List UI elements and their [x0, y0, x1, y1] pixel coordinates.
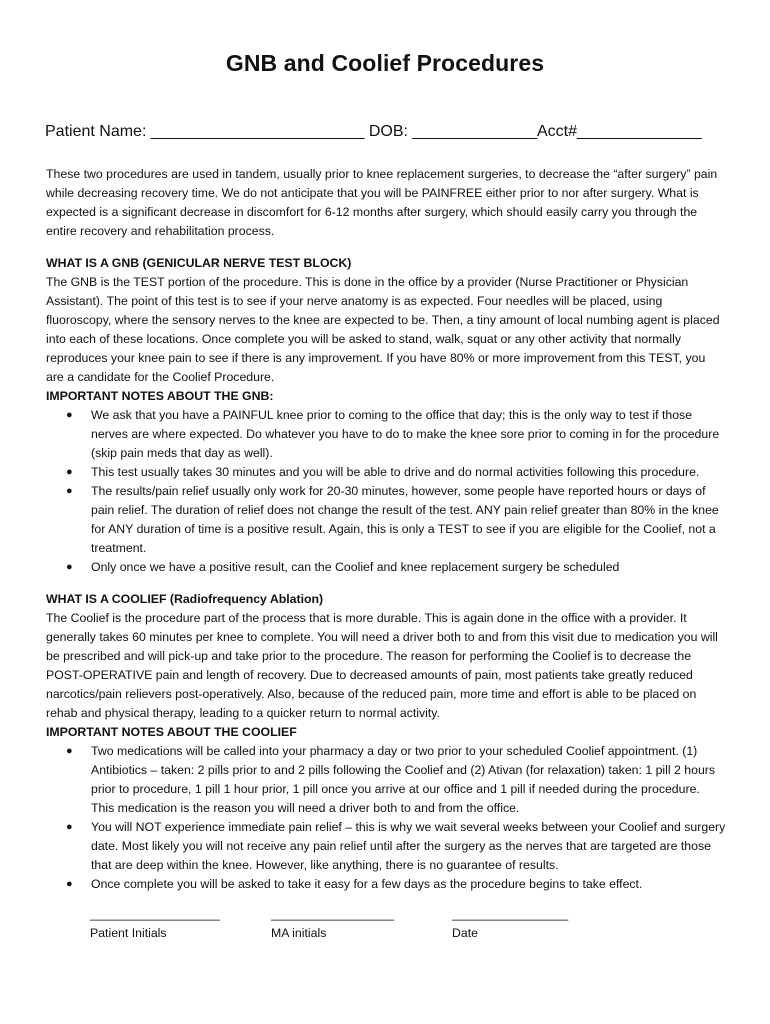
- signature-line[interactable]: __________________: [271, 907, 395, 921]
- bullet-icon: ●: [66, 561, 73, 573]
- ma-initials-block[interactable]: [271, 905, 394, 943]
- dob-field[interactable]: DOB: ______________: [368, 123, 537, 140]
- bullet-icon: ●: [66, 409, 73, 421]
- coolief-notes-heading: IMPORTANT NOTES ABOUT THE COOLIEF: [46, 725, 297, 739]
- list-item: ● This test usually takes 30 minutes and you will be able to drive and do normal activities following this procedure.: [46, 463, 726, 482]
- coolief-notes-list: [46, 742, 726, 894]
- patient-initials-block[interactable]: [90, 905, 220, 943]
- bullet-icon: ●: [66, 878, 73, 890]
- bullet-icon: ●: [66, 745, 73, 757]
- patient-name-field[interactable]: Patient Name: ________________________: [45, 123, 365, 140]
- coolief-heading: WHAT IS A COOLIEF (Radiofrequency Ablation): [46, 592, 324, 606]
- list-item: ● Once complete you will be asked to take it easy for a few days as the procedure begins to take effect.: [46, 875, 726, 894]
- document-body: [46, 165, 726, 894]
- list-item: ● We ask that you have a PAINFUL knee prior to coming to the office that day; this is the only way to test if those nerves are where expected. Do whatever you have to do to make the knee sore prior to coming in for the procedure (skip pain meds that day as well).: [66, 408, 720, 460]
- signature-line[interactable]: _________________: [452, 907, 569, 921]
- list-item: ● The results/pain relief usually only work for 20-30 minutes, however, some people have reported hours or days of pain relief. The duration of relief does not change the result of the test. ANY pain relief greater than 80% in the knee for ANY duration of time is a positive result. Again, this is only a TEST to see if you are eligible for the Coolief, not a treatment.: [66, 484, 719, 555]
- signature-line[interactable]: ___________________: [90, 907, 220, 921]
- list-item: ● Two medications will be called into your pharmacy a day or two prior to your scheduled Coolief appointment. (1) Antibiotics – taken: 2 pills prior to and 2 pills following the Coolief and (2) Ativan (for relaxation) taken: 1 pill 2 hours prior to procedure, 1 pill 1 hour prior, 1 pill once you arrive at our office and 1 pill if needed during the procedure. This medication is the reason you will need a driver both to and from the office.: [66, 744, 716, 815]
- gnb-description: The GNB is the TEST portion of the procedure. This is done in the office by a provider (Nurse Practitioner or Physician Assistant). The point of this test is to see if your nerve anatomy is as expected. Four needles will be placed, using fluoroscopy, where the sensory nerves to the knee are expected to be. Then, a tiny amount of local numbing agent is placed into each of these locations. Once complete you will be asked to stand, walk, squat or any other activity that normally reproduces your knee pain to see if there is any improvement. If you have 80% or more improvement from this TEST, you are a candidate for the Coolief Procedure.: [46, 275, 720, 384]
- gnb-notes-list: [46, 406, 726, 577]
- document-title: GNB and Coolief Procedures: [225, 50, 545, 76]
- signature-label: Patient Initials: [90, 926, 167, 940]
- gnb-heading: WHAT IS A GNB (GENICULAR NERVE TEST BLOCK): [46, 256, 352, 270]
- signature-label: Date: [452, 926, 478, 940]
- acct-field[interactable]: Acct#______________: [536, 123, 702, 140]
- intro-paragraph: These two procedures are used in tandem, usually prior to knee replacement surgeries, to decrease the “after surgery” pain while decreasing recovery time. We do not anticipate that you will be PAINFREE either prior to nor after surgery. What is expected is a significant decrease in discomfort for 6-12 months after surgery, which should easily carry you through the entire recovery and rehabilitation process.: [46, 167, 718, 238]
- signature-label: MA initials: [271, 926, 327, 940]
- bullet-icon: ●: [66, 821, 73, 833]
- list-item: ● Only once we have a positive result, can the Coolief and knee replacement surgery be scheduled: [46, 558, 726, 577]
- date-block[interactable]: [452, 905, 568, 943]
- gnb-notes-heading: IMPORTANT NOTES ABOUT THE GNB:: [46, 389, 274, 403]
- list-item: ● You will NOT experience immediate pain relief – this is why we wait several weeks between your Coolief and surgery date. Most likely you will not receive any pain relief until after the surgery as the nerves that are targeted are those that are deep within the knee. However, like anything, there is no guarantee of results.: [66, 820, 726, 872]
- bullet-icon: ●: [66, 466, 73, 478]
- coolief-description: The Coolief is the procedure part of the process that is more durable. This is again done in the office with a provider. It generally takes 60 minutes per knee to complete. You will need a driver both to and from this visit due to medication you will be prescribed and will pick-up and take prior to the procedure. The reason for performing the Coolief is to decrease the POST-OPERATIVE pain and length of recovery. Due to decreased amounts of pain, most patients take greatly reduced narcotics/pain relievers post-operatively. Also, because of the reduced pain, more time and effort is able to be placed on rehab and physical therapy, leading to a quicker return to normal activity.: [46, 611, 718, 720]
- patient-info-line: [45, 123, 702, 141]
- bullet-icon: ●: [66, 485, 73, 497]
